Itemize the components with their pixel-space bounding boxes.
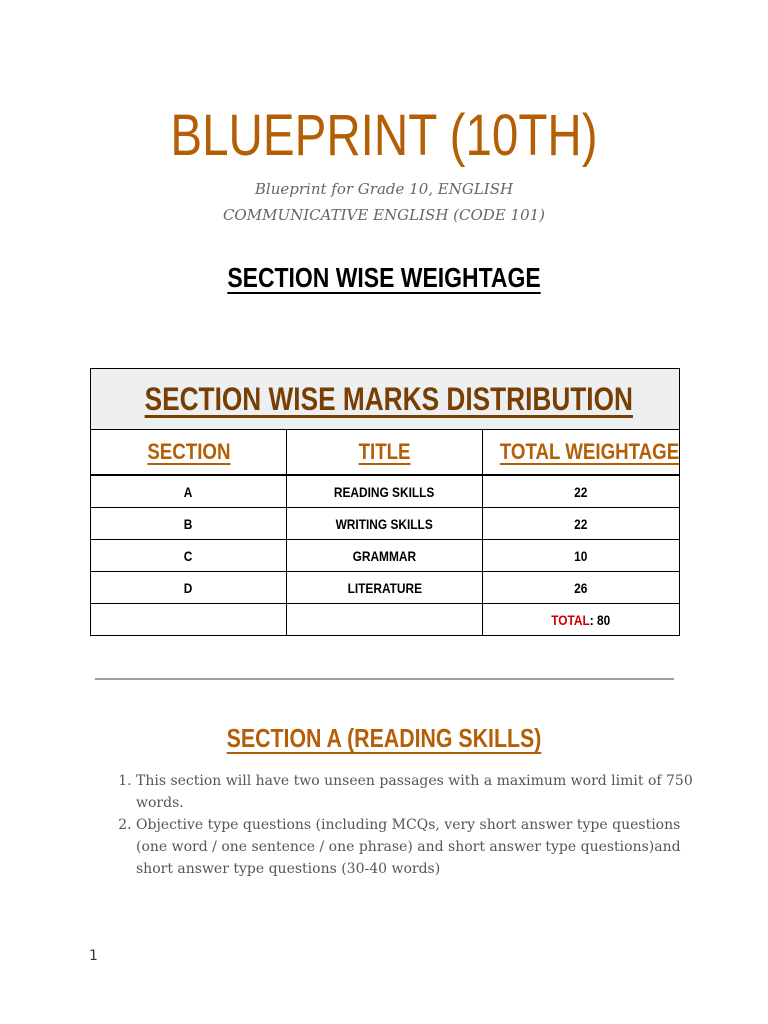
header-section: SECTION [146,439,231,464]
table-total-row [91,604,680,636]
table-row [91,540,680,572]
list-item: 2. Objective type questions (including MCQs, very short answer type questions (one word / one sentence / one phrase) and short answer type questions)and short answer type questions (30-40 words) [136,814,696,880]
cell-text: READING SKILLS [334,483,435,500]
cell-text: B [184,515,193,532]
cell-text: 26 [574,579,588,596]
row-title [287,572,483,604]
cell-text: C [184,547,193,564]
table-caption-cell [91,369,680,430]
row-section [91,540,287,572]
header-section-cell [91,430,287,476]
table-caption: SECTION WISE MARKS DISTRIBUTION [144,380,633,417]
table-row [91,572,680,604]
table-row [91,508,680,540]
subtitle-line-2: COMMUNICATIVE ENGLISH (CODE 101) [222,206,546,224]
row-title [287,508,483,540]
empty-cell [287,604,483,636]
cell-text: WRITING SKILLS [335,515,434,532]
row-weightage [483,475,680,508]
cell-text: LITERATURE [347,579,422,596]
table-row [91,475,680,508]
row-section [91,572,287,604]
header-title: TITLE [358,439,411,464]
total-label: TOTAL [551,611,591,628]
empty-cell [91,604,287,636]
cell-text: 22 [574,515,588,532]
section-a-heading: SECTION A (READING SKILLS) [226,723,542,753]
section-a-points-list [104,770,696,880]
header-total-weightage: TOTAL WEIGHTAGE [499,439,680,464]
row-title [287,475,483,508]
cell-text: D [184,579,193,596]
page-number: 1 [89,948,98,964]
cell-text: A [184,483,193,500]
header-weightage-cell [483,430,680,476]
row-weightage [483,540,680,572]
cell-text: GRAMMAR [352,547,417,564]
list-item: 1. This section will have two unseen passages with a maximum word limit of 750 words. [136,770,696,814]
subtitle-line-1: Blueprint for Grade 10, ENGLISH [254,180,514,198]
total-cell [483,604,680,636]
row-weightage [483,508,680,540]
document-title: BLUEPRINT (10TH) [170,103,598,168]
header-title-cell [287,430,483,476]
row-title [287,540,483,572]
cell-text: 10 [574,547,588,564]
row-weightage [483,572,680,604]
marks-distribution-table [90,368,680,636]
section-wise-weightage-heading: SECTION WISE WEIGHTAGE [227,262,541,293]
row-section [91,508,287,540]
horizontal-divider [95,678,674,680]
row-section [91,475,287,508]
total-value: : 80 [590,611,611,628]
cell-text: 22 [574,483,588,500]
